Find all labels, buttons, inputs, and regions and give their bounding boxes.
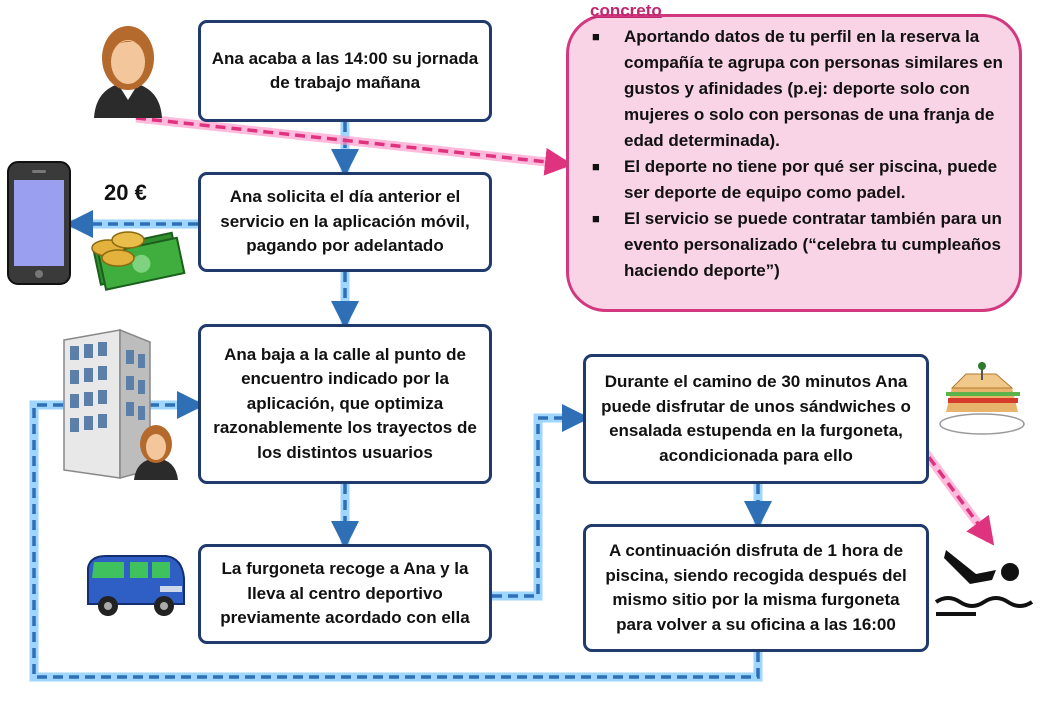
van-icon (88, 556, 184, 616)
step-2-box (198, 172, 492, 272)
bullet-marker-icon: ■ (592, 211, 600, 226)
price-label: 20 € (104, 180, 147, 205)
callout-bullet (588, 154, 1018, 206)
callout-bullet (588, 24, 1018, 154)
step-4-text: La furgoneta recoge a Ana y la lleva al centro deportivo previamente acordado con ella (220, 559, 470, 628)
money-icon (92, 232, 184, 291)
callout-bullet-text: El deporte no tiene por qué ser piscina, puede ser deporte de equipo como padel. (624, 157, 998, 202)
office-building-icon (64, 330, 150, 478)
bullet-marker-icon: ■ (592, 29, 600, 44)
callout-content (588, 0, 1018, 284)
step-3-text: Ana baja a la calle al punto de encuentro indicado por la aplicación, que optimiza razonablemente los trayectos de los distintos usuarios (213, 344, 477, 462)
callout-title: concreto (590, 1, 662, 20)
callout-bullet (588, 206, 1018, 284)
step-5-text: Durante el camino de 30 minutos Ana puede disfrutar de unos sándwiches o ensalada estupenda en la furgoneta, acondicionada para ello (601, 372, 911, 465)
step-2-text: Ana solicita el día anterior el servicio en la aplicación móvil, pagando por adelantado (220, 187, 470, 256)
callout-bullet-text: El servicio se puede contratar también para un evento personalizado (“celebra tu cumpleaños haciendo deporte”) (624, 209, 1002, 280)
callout-bullet-text: Aportando datos de tu perfil en la reserva la compañía te agrupa con personas similares en gustos y afinidades (p.ej: deporte solo con mujeres o solo con personas de una franja de edad determinada). (624, 27, 1003, 150)
step-1-box (198, 20, 492, 122)
step-1-text: Ana acaba a las 14:00 su jornada de trabajo mañana (211, 48, 479, 92)
smartphone-icon (8, 162, 70, 284)
step-6-text: A continuación disfruta de 1 hora de piscina, siendo recogida después del mismo sitio por la misma furgoneta para volver a su oficina a las 16:00 (605, 541, 907, 634)
step-5-box (583, 354, 929, 484)
step-3-box (198, 324, 492, 484)
sandwich-icon (940, 362, 1024, 434)
step-6-box (583, 524, 929, 652)
step-4-box (198, 544, 492, 644)
bullet-marker-icon: ■ (592, 159, 600, 174)
swimmer-icon (936, 550, 1032, 614)
woman-icon (94, 26, 162, 118)
